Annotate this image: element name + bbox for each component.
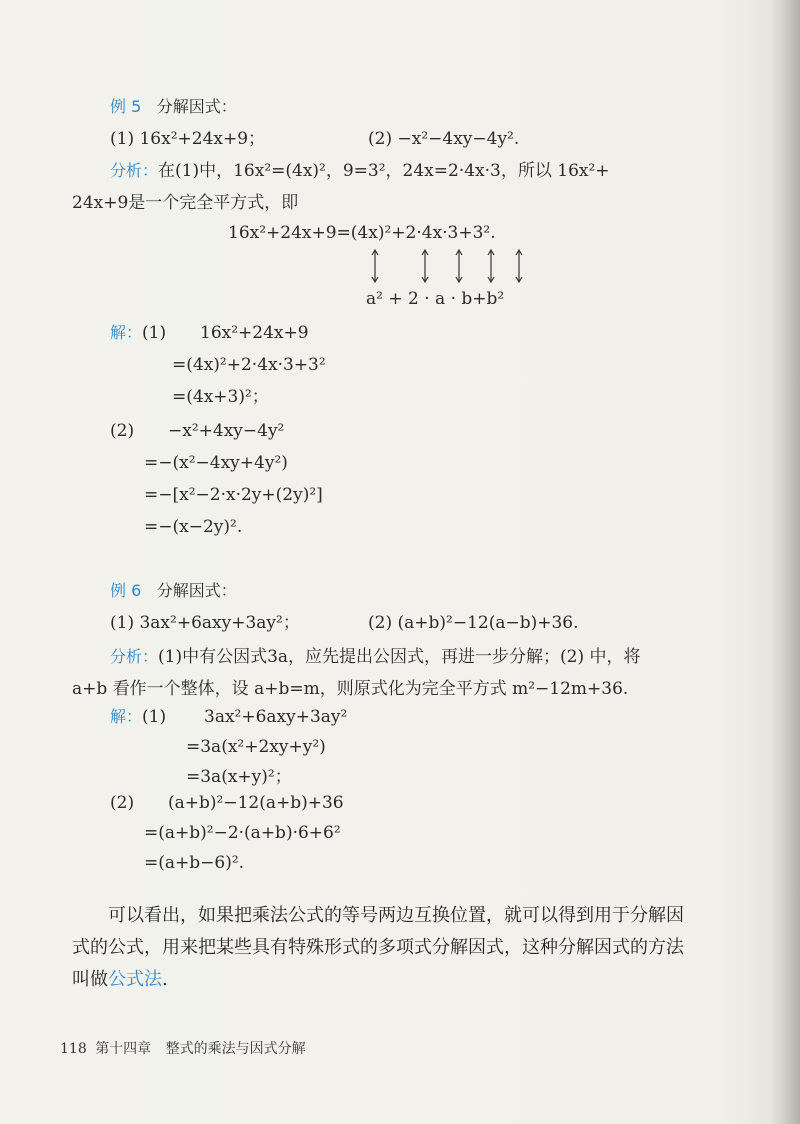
page-footer <box>60 1038 306 1058</box>
double-arrow-icon <box>514 248 524 284</box>
conclusion-suffix: . <box>162 969 168 990</box>
correspondence-arrows <box>360 248 540 284</box>
example5-s1-index: (1) <box>142 323 167 343</box>
example6-heading <box>110 580 237 602</box>
example5-analysis-line-2: 24x+9是一个完全平方式，即 <box>72 193 299 213</box>
example5-s2-line-4: =−(x−2y)². <box>144 517 243 537</box>
example6-s2-line-1: (a+b)²−12(a+b)+36 <box>168 793 344 813</box>
example6-title: 分解因式： <box>156 581 237 600</box>
conclusion-line-3 <box>72 964 672 996</box>
example5-analysis-text-1: 在(1)中，16x²=(4x)²，9=3²，24x=2·4x·3，所以 16x²+ <box>158 161 610 181</box>
example5-s2-line-1: −x²+4xy−4y² <box>168 421 285 441</box>
chapter-title: 整式的乘法与因式分解 <box>165 1041 306 1057</box>
example6-s1-index: (1) <box>142 707 167 727</box>
example6-s2-index: (2) <box>110 793 135 813</box>
double-arrow-icon <box>486 248 496 284</box>
example5-s2-line-2: =−(x²−4xy+4y²) <box>144 453 288 473</box>
example5-analysis-line-1 <box>110 160 610 182</box>
example6-s1-line-1: 3ax²+6axy+3ay² <box>204 707 348 727</box>
conclusion-line-1: 可以看出，如果把乘法公式的等号两边互换位置，就可以得到用于分解因 <box>108 905 684 926</box>
example5-solution-label-row <box>110 322 166 344</box>
example6-s1-line-3: =3a(x+y)²； <box>186 767 292 787</box>
example5-s2-index: (2) <box>110 421 135 441</box>
example5-identity: 16x²+24x+9=(4x)²+2·4x·3+3². <box>228 223 496 243</box>
example5-solution-label: 解： <box>110 323 143 342</box>
example6-problem-1: (1) 3ax²+6axy+3ay²； <box>110 613 300 633</box>
conclusion-prefix: 叫做 <box>72 969 108 990</box>
double-arrow-icon <box>370 248 380 284</box>
example6-s2-line-2: =(a+b)²−2·(a+b)·6+6² <box>144 823 341 843</box>
example6-analysis-text-1: (1)中有公因式3a，应先提出公因式，再进一步分解；(2) 中，将 <box>158 647 641 667</box>
example5-title: 分解因式： <box>156 97 237 116</box>
page-edge-shadow <box>770 0 800 1124</box>
example6-analysis-label: 分析： <box>110 647 159 666</box>
example5-problem-1: (1) 16x²+24x+9； <box>110 129 266 149</box>
page-number: 118 <box>60 1041 87 1057</box>
example6-analysis-line-2: a+b 看作一个整体，设 a+b=m，则原式化为完全平方式 m²−12m+36. <box>72 679 629 699</box>
example5-s1-line-2: =(4x)²+2·4x·3+3² <box>172 355 326 375</box>
example6-solution-label-row <box>110 706 166 728</box>
example5-pattern: a² + 2 · a · b+b² <box>366 289 505 309</box>
double-arrow-icon <box>420 248 430 284</box>
example5-s1-line-1: 16x²+24x+9 <box>200 323 309 343</box>
double-arrow-icon <box>454 248 464 284</box>
example5-label: 例 5 <box>110 97 142 116</box>
chapter-number: 第十四章 <box>95 1041 152 1057</box>
example6-problem-2: (2) (a+b)²−12(a−b)+36. <box>368 613 579 633</box>
example5-s2-line-3: =−[x²−2·x·2y+(2y)²] <box>144 485 323 505</box>
conclusion-line-2: 式的公式，用来把某些具有特殊形式的多项式分解因式，这种分解因式的方法 <box>72 937 684 958</box>
example5-problem-2: (2) −x²−4xy−4y². <box>368 129 520 149</box>
example6-analysis-line-1 <box>110 646 641 668</box>
example6-s1-line-2: =3a(x²+2xy+y²) <box>186 737 326 757</box>
example5-heading <box>110 96 237 118</box>
example5-analysis-label: 分析： <box>110 161 159 180</box>
example6-s2-line-3: =(a+b−6)². <box>144 853 245 873</box>
example6-label: 例 6 <box>110 581 142 600</box>
example6-solution-label: 解： <box>110 707 143 726</box>
example5-s1-line-3: =(4x+3)²； <box>172 387 269 407</box>
conclusion-paragraph <box>108 900 708 932</box>
formula-method-term: 公式法 <box>108 969 162 990</box>
